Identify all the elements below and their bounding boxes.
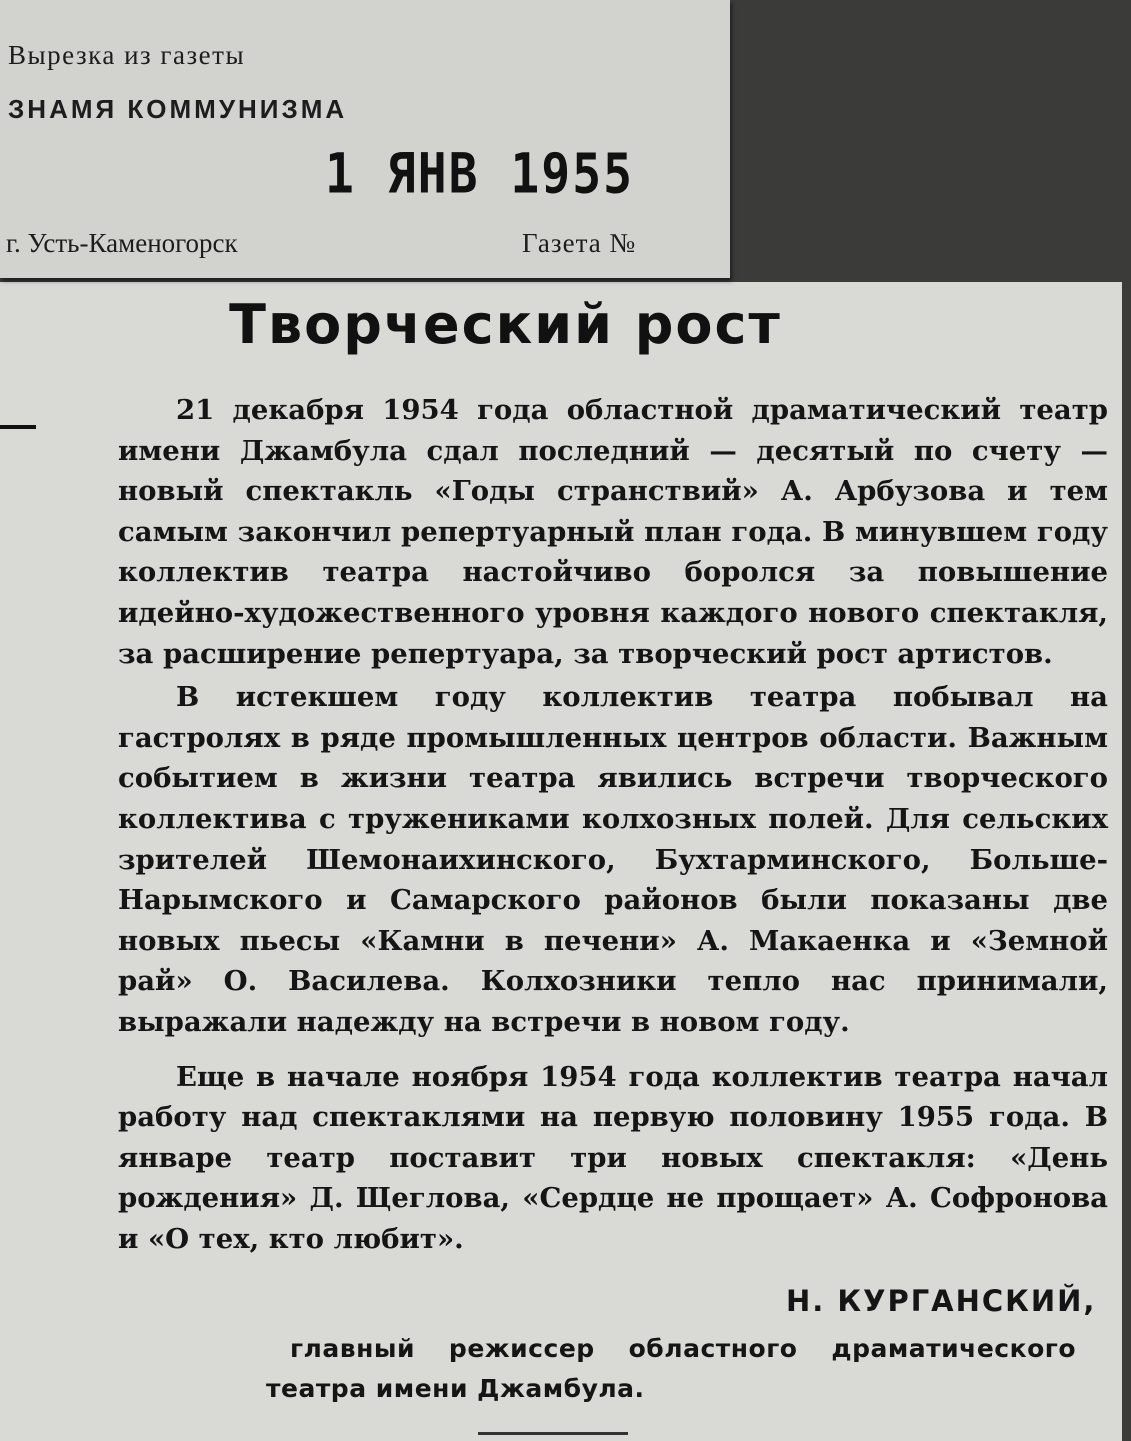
- clipping-header-slip: [0, 0, 730, 278]
- article-title-text: Творческий рост: [229, 293, 782, 356]
- article-paragraph-1: 21 декабря 1954 года областной драматический театр имени Джамбула сдал последний — десятый по счету — новый спектакль «Годы странствий» А. Арбузова и тем самым закончил репертуарный план года. В минувшем году коллектив театра настойчиво боролся за повышение идейно-художественного уровня каждого нового спектакля, за расширение репертуара, за творческий рост артистов.: [118, 394, 1108, 670]
- bottom-rule: [478, 1432, 628, 1435]
- author-position-line-2: театра имени Джамбула.: [266, 1374, 645, 1403]
- margin-dash-mark: [0, 425, 36, 429]
- issue-number-label: Газета №: [522, 228, 637, 258]
- date-stamp: 1 ЯНВ 1955: [325, 141, 634, 207]
- city-label: г. Усть-Каменогорск: [6, 228, 238, 258]
- clipping-label: Вырезка из газеты: [8, 40, 246, 70]
- article-paragraph-2: В истекшем году коллектив театра побывал на гастролях в ряде промышленных центров области. Важным событием в жизни театра явились встречи творческого коллектива с тружениками колхозных полей. Для сельских зрителей Шемонаихинского, Бухтарминского, Больше-Нарымского и Самарского районов были показаны две новых пьесы «Камни в печени» А. Макаенка и «Земной рай» О. Василева. Колхозники тепло нас принимали, выражали надежду на встречи в новом году.: [118, 681, 1108, 1038]
- author-position-line-1: главный режиссер областного драматического: [290, 1334, 1076, 1363]
- newspaper-name: ЗНАМЯ КОММУНИЗМА: [8, 94, 348, 124]
- article-body: [118, 390, 1108, 1259]
- article-paragraph-3: Еще в начале ноября 1954 года коллектив театра начал работу над спектаклями на первую половину 1955 года. В январе театр поставит три новых спектакля: «День рождения» Д. Щеглова, «Сердце не прощает» А. Софронова и «О тех, кто любит».: [118, 1060, 1108, 1255]
- article-title: [0, 293, 1131, 356]
- author-name: Н. КУРГАНСКИЙ,: [786, 1284, 1097, 1318]
